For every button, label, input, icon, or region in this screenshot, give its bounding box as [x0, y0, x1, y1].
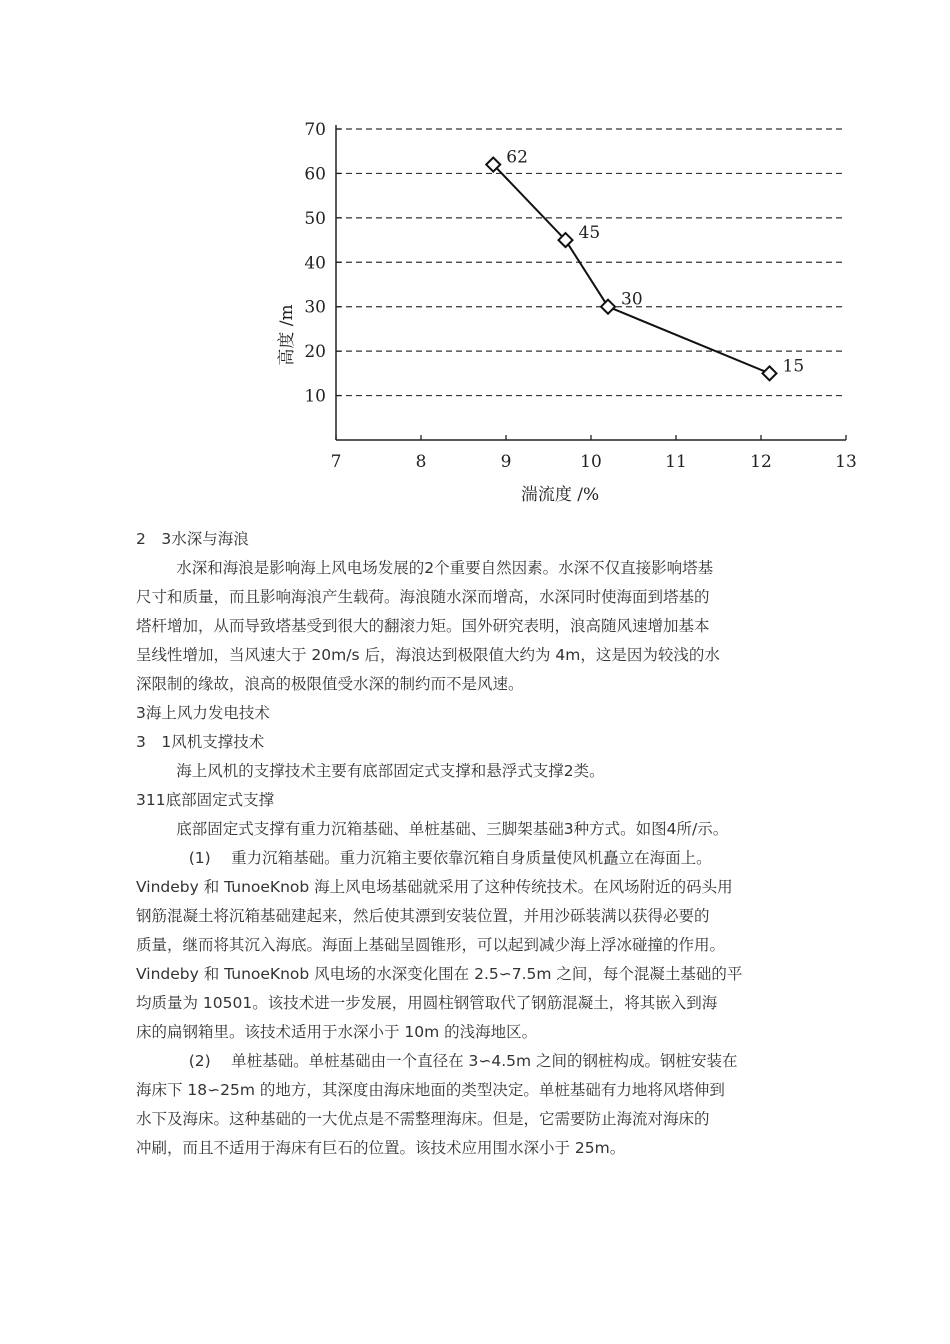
paragraph-line: 均质量为 10501。该技术进一步发展，用圆柱钢管取代了钢筋混凝土，将其嵌入到海: [136, 994, 718, 1012]
paragraph-line: (2) 单桩基础。单桩基础由一个直径在 3∽4.5m 之间的钢桩构成。钢桩安装在: [188, 1052, 738, 1070]
chart-svg: [270, 110, 875, 520]
section-heading: 3 1风机支撑技术: [136, 733, 265, 751]
paragraph-line: 冲刷，而且不适用于海床有巨石的位置。该技术应用围水深小于 25m。: [136, 1139, 626, 1157]
y-tick-label: 70: [304, 120, 326, 140]
body-text: [136, 525, 826, 1163]
x-tick-label: 10: [580, 452, 602, 472]
paragraph-line: 质量，继而将其沉入海底。海面上基础呈圆锥形，可以起到减少海上浮冰碰撞的作用。: [136, 936, 726, 954]
x-tick-label: 7: [330, 452, 342, 472]
y-axis-label: 高度 /m: [277, 304, 297, 366]
section-heading: 3海上风力发电技术: [136, 704, 270, 722]
paragraph-line: 水深和海浪是影响海上风电场发展的2个重要自然因素。水深不仅直接影响塔基: [176, 559, 714, 577]
x-tick-label: 9: [500, 452, 512, 472]
data-label: 62: [506, 147, 528, 168]
y-tick-label: 40: [304, 253, 326, 274]
data-label: 15: [782, 356, 805, 377]
paragraph-line: 海床下 18∽25m 的地方，其深度由海床地面的类型决定。单桩基础有力地将风塔伸到: [136, 1081, 725, 1099]
data-label: 30: [621, 289, 643, 310]
data-point-marker: [601, 300, 615, 314]
y-tick-label: 30: [304, 297, 326, 318]
y-tick-label: 60: [304, 164, 326, 185]
paragraph-line: 深限制的缘故，浪高的极限值受水深的制约而不是风速。: [136, 675, 524, 693]
data-point-marker: [763, 366, 777, 380]
paragraph-line: 底部固定式支撑有重力沉箱基础、单桩基础、三脚架基础3种方式。如图4所/示。: [176, 820, 729, 838]
chart: [270, 110, 875, 520]
x-tick-label: 13: [835, 452, 857, 472]
x-tick-label: 11: [665, 452, 687, 472]
paragraph-line: Vindeby 和 TunoeKnob 海上风电场基础就采用了这种传统技术。在风场附近的码头用: [136, 878, 733, 896]
paragraph-line: 呈线性增加，当风速大于 20m/s 后，海浪达到极限值大约为 4m，这是因为较浅的水: [136, 646, 720, 664]
paragraph-line: 水下及海床。这种基础的一大优点是不需整理海床。但是，它需要防止海流对海床的: [136, 1110, 710, 1128]
paragraph-line: Vindeby 和 TunoeKnob 风电场的水深变化围在 2.5∽7.5m 之间，每个混凝土基础的平: [136, 965, 743, 983]
paragraph-line: 钢筋混凝土将沉箱基础建起来，然后使其漂到安装位置，并用沙砾装满以获得必要的: [136, 907, 710, 925]
section-heading: 311底部固定式支撑: [136, 791, 275, 809]
data-label: 45: [578, 223, 601, 244]
y-tick-label: 10: [304, 386, 326, 407]
paragraph-line: 床的扁钢箱里。该技术适用于水深小于 10m 的浅海地区。: [136, 1023, 538, 1041]
x-tick-label: 12: [750, 452, 772, 472]
y-tick-label: 20: [304, 342, 326, 363]
paragraph-line: (1) 重力沉箱基础。重力沉箱主要依靠沉箱自身质量使风机矗立在海面上。: [188, 849, 712, 867]
paragraph-line: 海上风机的支撑技术主要有底部固定式支撑和悬浮式支撑2类。: [176, 762, 605, 780]
series-line: [493, 165, 769, 374]
paragraph-line: 塔杆增加，从而导致塔基受到很大的翻滚力矩。国外研究表明，浪高随风速增加基本: [136, 617, 710, 635]
x-tick-label: 8: [415, 452, 427, 472]
x-axis-label: 湍流度 /%: [520, 485, 600, 505]
section-heading: 2 3水深与海浪: [136, 530, 249, 548]
y-tick-label: 50: [304, 208, 326, 229]
paragraph-line: 尺寸和质量，而且影响海浪产生载荷。海浪随水深而增高，水深同时使海面到塔基的: [136, 588, 710, 606]
